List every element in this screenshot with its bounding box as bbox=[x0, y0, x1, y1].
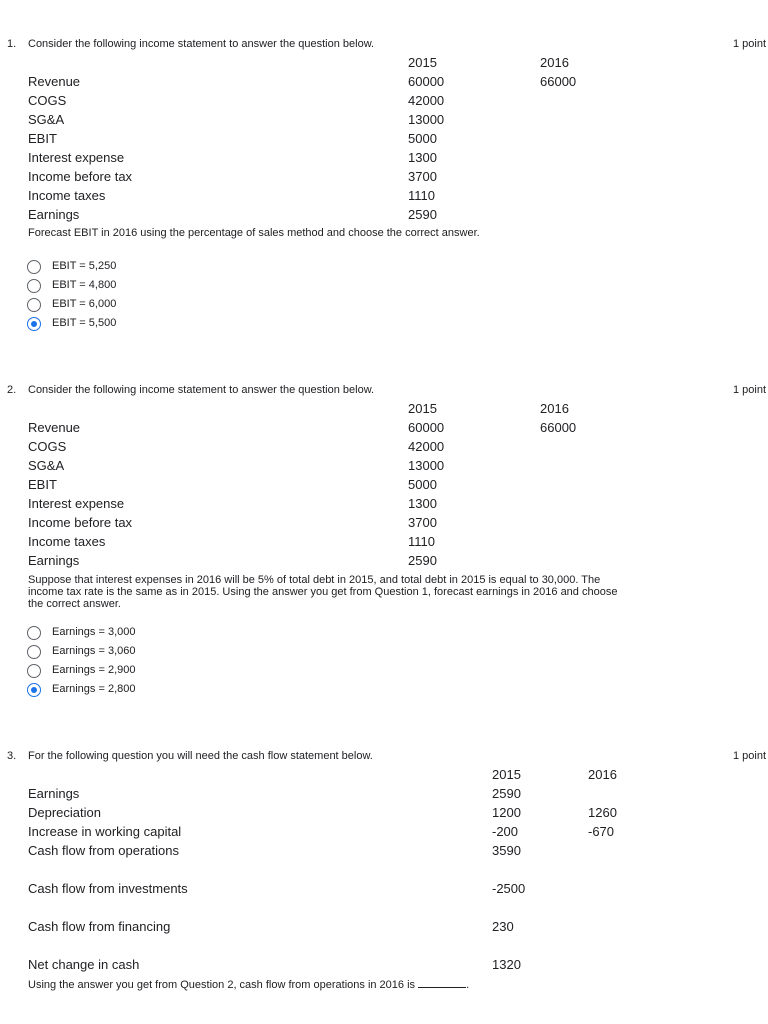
answer-option[interactable] bbox=[27, 296, 327, 315]
value-2015: 2590 bbox=[408, 553, 437, 568]
radio-button-selected[interactable] bbox=[27, 683, 41, 697]
header-2015: 2015 bbox=[408, 401, 437, 416]
question-line: the correct answer. bbox=[28, 598, 121, 610]
row-label: Revenue bbox=[28, 74, 81, 89]
option-label: Earnings = 2,900 bbox=[52, 664, 136, 676]
value-2015: 2590 bbox=[492, 786, 521, 801]
value-2015: 42000 bbox=[408, 93, 445, 108]
header-2016: 2016 bbox=[588, 767, 617, 782]
question-text: Forecast EBIT in 2016 using the percentage of sales method and choose the correct answer. bbox=[28, 227, 480, 239]
question-prompt: Consider the following income statement to answer the question below. bbox=[28, 38, 375, 50]
radio-button-selected[interactable] bbox=[27, 317, 41, 331]
value-2016: 1260 bbox=[588, 805, 617, 820]
row-label: Net change in cash bbox=[28, 957, 140, 972]
value-2015: 2590 bbox=[408, 207, 437, 222]
row-label: Cash flow from financing bbox=[28, 919, 171, 934]
radio-button[interactable] bbox=[27, 664, 41, 678]
value-2015: 1300 bbox=[408, 496, 437, 511]
points-label: 1 point bbox=[733, 38, 767, 50]
radio-button[interactable] bbox=[27, 279, 41, 293]
row-label: EBIT bbox=[28, 131, 57, 146]
question-line: Suppose that interest expenses in 2016 will be 5% of total debt in 2015, and total debt in 2015 is equal to 30,000. The bbox=[28, 574, 601, 586]
value-2015: 3590 bbox=[492, 843, 521, 858]
header-2015: 2015 bbox=[408, 55, 437, 70]
option-label: EBIT = 5,250 bbox=[52, 260, 117, 272]
row-label: SG&A bbox=[28, 458, 65, 473]
value-2016: 66000 bbox=[540, 420, 577, 435]
question-prompt: Consider the following income statement to answer the question below. bbox=[28, 384, 375, 396]
answer-option[interactable] bbox=[27, 662, 327, 681]
radio-button[interactable] bbox=[27, 626, 41, 640]
option-label: Earnings = 2,800 bbox=[52, 683, 136, 695]
value-2016: -670 bbox=[588, 824, 615, 839]
option-label: Earnings = 3,000 bbox=[52, 626, 136, 638]
row-label: COGS bbox=[28, 93, 67, 108]
row-label: Depreciation bbox=[28, 805, 101, 820]
row-label: Income before tax bbox=[28, 169, 133, 184]
question-text bbox=[28, 978, 668, 991]
row-label: Income taxes bbox=[28, 534, 106, 549]
row-label: EBIT bbox=[28, 477, 57, 492]
header-2016: 2016 bbox=[540, 401, 569, 416]
value-2015: 3700 bbox=[408, 169, 437, 184]
question-number: 1. bbox=[7, 38, 17, 50]
option-label: EBIT = 6,000 bbox=[52, 298, 117, 310]
answer-option[interactable] bbox=[27, 277, 327, 296]
row-label: SG&A bbox=[28, 112, 65, 127]
points-label: 1 point bbox=[733, 750, 767, 762]
value-2015: -2500 bbox=[492, 881, 526, 896]
option-label: EBIT = 4,800 bbox=[52, 279, 117, 291]
radio-button[interactable] bbox=[27, 645, 41, 659]
row-label: Cash flow from operations bbox=[28, 843, 180, 858]
value-2015: 1300 bbox=[408, 150, 437, 165]
header-2016: 2016 bbox=[540, 55, 569, 70]
row-label: Increase in working capital bbox=[28, 824, 182, 839]
row-label: Earnings bbox=[28, 786, 80, 801]
row-label: Earnings bbox=[28, 207, 80, 222]
question-prompt: For the following question you will need the cash flow statement below. bbox=[28, 750, 373, 762]
radio-button[interactable] bbox=[27, 260, 41, 274]
row-label: COGS bbox=[28, 439, 67, 454]
question-text-after: . bbox=[466, 979, 470, 991]
question-number: 3. bbox=[7, 750, 17, 762]
row-label: Revenue bbox=[28, 420, 81, 435]
value-2015: 230 bbox=[492, 919, 514, 934]
value-2015: 1110 bbox=[408, 188, 435, 203]
points-label: 1 point bbox=[733, 384, 767, 396]
value-2015: 60000 bbox=[408, 420, 445, 435]
answer-option[interactable] bbox=[27, 258, 327, 277]
value-2015: 1110 bbox=[408, 534, 435, 549]
answer-blank bbox=[418, 978, 466, 988]
value-2015: 5000 bbox=[408, 477, 437, 492]
row-label: Cash flow from investments bbox=[28, 881, 188, 896]
answer-option-selected[interactable] bbox=[27, 315, 327, 334]
row-label: Income taxes bbox=[28, 188, 106, 203]
value-2015: 13000 bbox=[408, 458, 445, 473]
radio-button[interactable] bbox=[27, 298, 41, 312]
value-2015: 60000 bbox=[408, 74, 445, 89]
answer-option[interactable] bbox=[27, 643, 327, 662]
question-line: income tax rate is the same as in 2015. Using the answer you get from Question 1, forecast earnings in 2016 and choose bbox=[28, 586, 618, 598]
value-2015: 1200 bbox=[492, 805, 521, 820]
row-label: Interest expense bbox=[28, 496, 125, 511]
value-2015: 1320 bbox=[492, 957, 521, 972]
row-label: Earnings bbox=[28, 553, 80, 568]
option-label: Earnings = 3,060 bbox=[52, 645, 136, 657]
value-2015: -200 bbox=[492, 824, 519, 839]
answer-option-selected[interactable] bbox=[27, 681, 327, 700]
row-label: Interest expense bbox=[28, 150, 125, 165]
header-2015: 2015 bbox=[492, 767, 521, 782]
row-label: Income before tax bbox=[28, 515, 133, 530]
value-2015: 13000 bbox=[408, 112, 445, 127]
value-2015: 3700 bbox=[408, 515, 437, 530]
value-2016: 66000 bbox=[540, 74, 577, 89]
question-number: 2. bbox=[7, 384, 17, 396]
value-2015: 42000 bbox=[408, 439, 445, 454]
question-text-before: Using the answer you get from Question 2, cash flow from operations in 2016 is bbox=[28, 979, 416, 991]
option-label: EBIT = 5,500 bbox=[52, 317, 117, 329]
value-2015: 5000 bbox=[408, 131, 437, 146]
question-text bbox=[28, 574, 668, 610]
answer-option[interactable] bbox=[27, 624, 327, 643]
